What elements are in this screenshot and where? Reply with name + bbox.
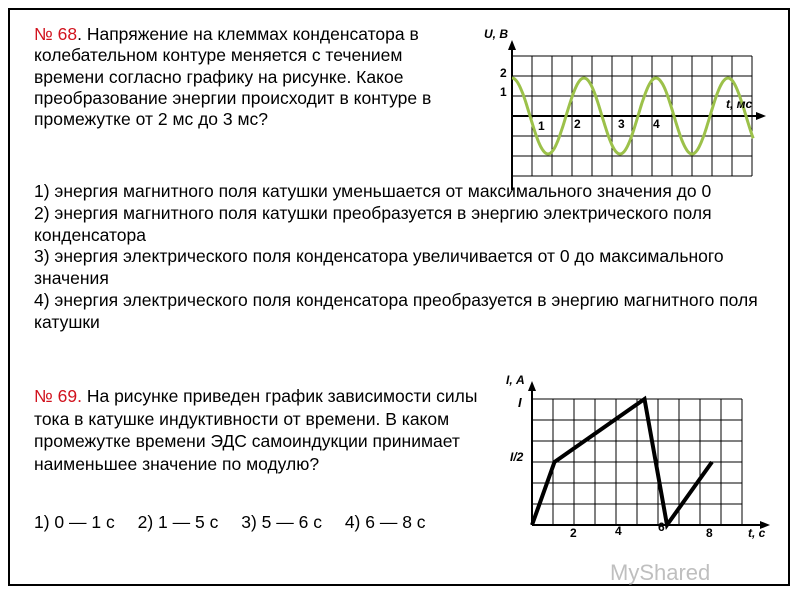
x-tick-4: 4: [653, 117, 660, 131]
y-tick-I: I: [518, 395, 522, 410]
axis-y-1-arrow: [508, 40, 516, 50]
task68-options: [34, 181, 774, 334]
task68-option-3: 3) энергия электрического поля конденсатора увеличивается от 0 до максимального значения: [34, 246, 724, 289]
x-axis-label-1: t, мс: [726, 97, 753, 111]
axis-x-1-arrow: [756, 112, 766, 120]
x-tick-4s: 4: [615, 524, 622, 538]
x-tick-1: 1: [538, 119, 545, 133]
x-tick-6s: 6: [658, 520, 665, 534]
watermark-logo: MyShared: [610, 560, 711, 585]
task68-text: . Напряжение на клеммах конденсатора в колебательном контуре меняется с течением времени согласно графику на рисунке. Какое преобразование энергии происходит в контуре в промежутке от 2 мс до 3 мс?: [34, 24, 432, 130]
task69-current-chart: [498, 365, 778, 545]
task69-number: № 69.: [34, 386, 82, 406]
task68-option-2: 2) энергия магнитного поля катушки преобразуется в энергию электрического поля конденсатора: [34, 202, 712, 245]
y-axis-label-1: U, В: [484, 27, 508, 41]
y-tick-1: 1: [500, 85, 507, 99]
y-axis-label-2: I, А: [506, 373, 525, 387]
task69-statement: [34, 385, 504, 475]
x-tick-3: 3: [618, 117, 625, 131]
task69-text: На рисунке приведен график зависимости силы тока в катушке индуктивности от времени. В каком промежутке времени ЭДС самоиндукции принимает наименьшее значение по модулю?: [34, 386, 478, 474]
x-axis-label-2: t, с: [748, 526, 766, 540]
task69-option-3: 3) 5 — 6 с: [241, 512, 322, 532]
x-tick-2s: 2: [570, 526, 577, 540]
y-tick-I-half: I/2: [510, 450, 524, 464]
task69-option-2: 2) 1 — 5 с: [137, 512, 219, 532]
task68-option-1: 1) энергия магнитного поля катушки уменьшается от максимального значения до 0: [34, 181, 712, 201]
task68-number: № 68: [34, 24, 78, 44]
task69-options: [34, 512, 514, 533]
task68-option-4: 4) энергия электрического поля конденсатора преобразуется в энергию магнитного поля катушки: [34, 289, 758, 332]
task69-option-4: 4) 6 — 8 с: [344, 512, 426, 532]
x-tick-2: 2: [574, 117, 581, 131]
axis-y-2-arrow: [528, 381, 536, 391]
x-tick-8s: 8: [706, 526, 713, 540]
y-tick-2: 2: [500, 66, 507, 80]
task69-option-1: 1) 0 — 1 с: [34, 512, 115, 532]
task68-voltage-chart: [470, 20, 770, 190]
task68-statement: [34, 24, 464, 130]
